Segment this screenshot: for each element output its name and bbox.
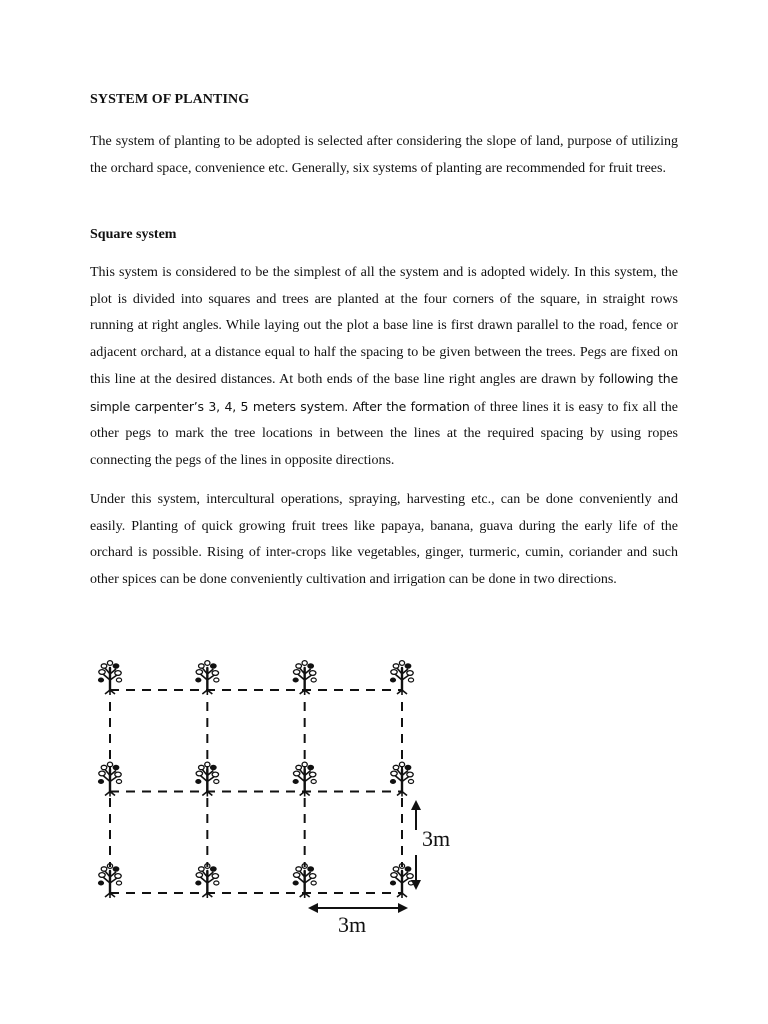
square-planting-diagram: [80, 640, 480, 940]
grid-lines: [110, 690, 402, 893]
tree-icon: [196, 762, 219, 796]
horizontal-dimension-label: 3m: [338, 912, 367, 937]
square-system-paragraph: [90, 260, 678, 474]
tree-icon: [390, 661, 413, 695]
paragraph-text: of three lines it is easy to fix all the other pegs to mark the tree locations in between the lines at the required spacing by using ropes connecting the pegs of the lines in opposite directions.: [90, 399, 678, 468]
tree-icon: [390, 864, 413, 898]
page-title: SYSTEM OF PLANTING: [90, 92, 250, 107]
advantages-paragraph: Under this system, intercultural operations, spraying, harvesting etc., can be done conveniently and easily. Planting of quick growing fruit trees like papaya, banana, guava during the early life of the orchard is possible. Rising of inter-crops like vegetables, ginger, turmeric, cumin, coriander and such other spices can be done conveniently cultivation and irrigation can be done in two directions.: [90, 492, 678, 587]
tree-icon: [293, 762, 316, 796]
tree-grid: [98, 661, 413, 898]
tree-icon: [196, 661, 219, 695]
section-heading: Square system: [90, 227, 177, 242]
tree-icon: [293, 864, 316, 898]
tree-icon: [196, 864, 219, 898]
paragraph-text: This system is considered to be the simplest of all the system and is adopted widely. In this system, the plot is divided into squares and trees are planted at the four corners of the square, in straight rows running at right angles. While laying out the plot a base line is first drawn parallel to the road, fence or adjacent orchard, at a distance equal to half the spacing to be given between the trees. Pegs are fixed on this line at the desired distances. At both ends of the base line right angles are drawn by: [90, 265, 678, 387]
vertical-dimension-label: 3m: [422, 826, 451, 851]
tree-icon: [293, 661, 316, 695]
intro-paragraph: The system of planting to be adopted is selected after considering the slope of land, purpose of utilizing the orchard space, convenience etc. Generally, six systems of planting are recommended for fruit trees.: [90, 134, 678, 176]
paragraph-text-sans: following the simple carpenter’s 3, 4, 5 meters system. After the formation: [90, 371, 678, 414]
tree-icon: [390, 762, 413, 796]
